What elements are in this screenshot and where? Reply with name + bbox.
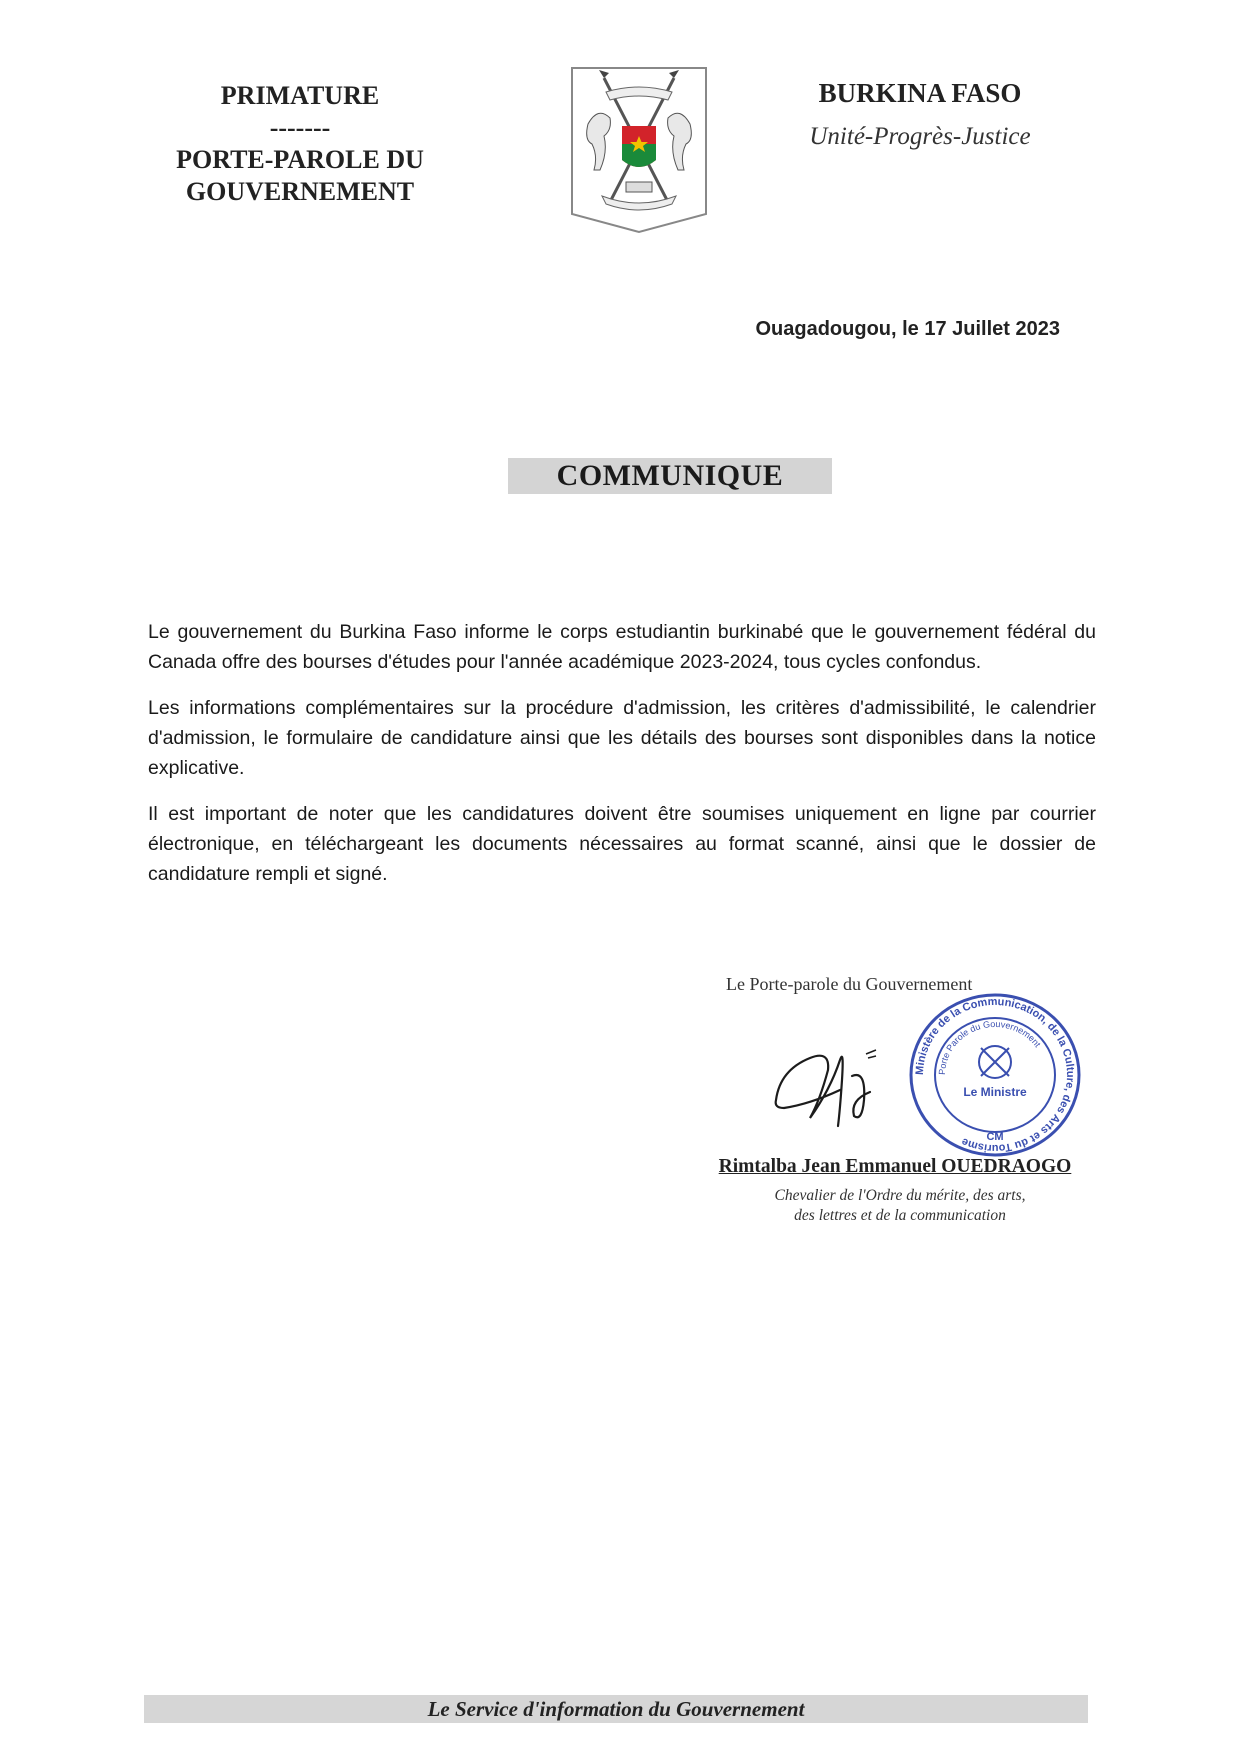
distinction-line-1: Chevalier de l'Ordre du mérite, des arts,	[774, 1187, 1026, 1204]
country-block	[770, 78, 1070, 151]
national-motto: Unité-Progrès-Justice	[809, 123, 1031, 150]
body-paragraph: Les informations complémentaires sur la procédure d'admission, les critères d'admissibilité, le calendrier d'admission, le formulaire de candidature ainsi que les détails des bourses sont disponibles dans la notice explicative.	[148, 697, 1096, 779]
coat-of-arms-icon	[568, 64, 710, 236]
stamp-inner-text: Porte Parole du Gouvernement	[936, 1018, 1043, 1076]
official-stamp	[905, 990, 1085, 1160]
country-name: BURKINA FASO	[818, 78, 1022, 108]
stamp-bottom-text: CM	[986, 1131, 1004, 1143]
stamp-center-text: Le Ministre	[963, 1085, 1027, 1099]
issuer-line-2: PORTE-PAROLE DU	[176, 145, 424, 174]
signatory-title: Le Porte-parole du Gouvernement	[726, 974, 973, 994]
footer-band	[144, 1695, 1088, 1723]
title-band	[508, 458, 832, 494]
document-title: COMMUNIQUE	[556, 459, 784, 492]
issuer-line-1: PRIMATURE	[220, 81, 380, 110]
signatory-name: Rimtalba Jean Emmanuel OUEDRAOGO	[718, 1156, 1072, 1177]
document-date: Ouagadougou, le 17 Juillet 2023	[755, 318, 1060, 340]
signatory-distinction	[720, 1186, 1080, 1226]
distinction-line-2: des lettres et de la communication	[794, 1207, 1006, 1224]
footer-text: Le Service d'information du Gouvernement	[427, 1696, 805, 1721]
body-paragraph: Il est important de noter que les candidatures doivent être soumises uniquement en ligne par courrier électronique, en téléchargeant les documents nécessaires au format scanné, ainsi que le dossier de candidature rempli et signé.	[148, 803, 1096, 885]
issuer-line-3: GOUVERNEMENT	[185, 177, 415, 206]
stamp-ring-text: Ministère de la Communication, de la Culture, des Arts et du Tourisme	[913, 995, 1077, 1155]
body-paragraph: Le gouvernement du Burkina Faso informe le corps estudiantin burkinabé que le gouvernement fédéral du Canada offre des bourses d'études pour l'année académique 2023-2024, tous cycles confondus.	[148, 621, 1096, 673]
issuer-separator: -------	[269, 113, 331, 142]
issuer-block	[150, 80, 450, 208]
document-body	[148, 617, 1096, 905]
